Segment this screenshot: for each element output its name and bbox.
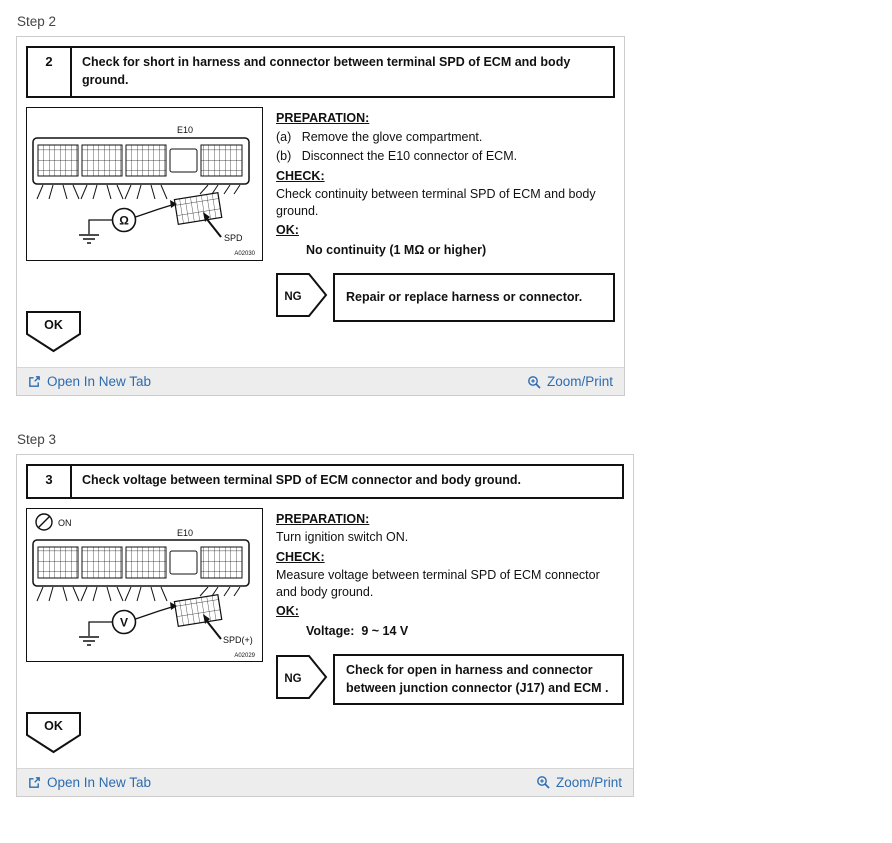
ng-row bbox=[276, 654, 624, 705]
ecm-connector-diagram bbox=[27, 509, 261, 661]
check-text: Measure voltage between terminal SPD of ECM connector and body ground. bbox=[276, 568, 604, 599]
right-column bbox=[276, 508, 624, 759]
preparation-heading: PREPARATION: bbox=[276, 111, 370, 125]
flow-step-number: 3 bbox=[28, 466, 72, 497]
ecm-main-connector bbox=[33, 540, 249, 586]
open-in-new-tab-link[interactable] bbox=[28, 775, 151, 790]
ng-label: NG bbox=[284, 673, 302, 686]
spd-subconnector bbox=[174, 193, 221, 225]
open-in-new-tab-icon bbox=[28, 375, 41, 388]
open-in-new-tab-icon bbox=[28, 776, 41, 789]
ok-heading: OK: bbox=[276, 223, 299, 237]
preparation-line-b: (b) Disconnect the E10 connector of ECM. bbox=[276, 149, 518, 163]
ng-flow-shape bbox=[276, 655, 328, 704]
left-column bbox=[26, 107, 264, 358]
ng-action-box: Check for open in harness and connector between junction connector (J17) and ECM . bbox=[333, 654, 624, 705]
ok-value: No continuity (1 MΩ or higher) bbox=[306, 242, 487, 257]
flow-step-title: Check for short in harness and connector between terminal SPD of ECM and body ground. bbox=[82, 55, 571, 87]
figure-code: A02030 bbox=[234, 251, 255, 257]
zoom-print-label: Zoom/Print bbox=[546, 374, 613, 389]
ng-pentagon bbox=[276, 273, 328, 317]
zoom-in-icon bbox=[527, 375, 541, 389]
ground-symbol bbox=[79, 637, 99, 645]
ok-label: OK bbox=[44, 318, 63, 332]
figure-code: A02029 bbox=[234, 652, 255, 659]
ok-label: OK bbox=[44, 718, 63, 733]
connector-label: E10 bbox=[177, 125, 194, 135]
content-row bbox=[26, 107, 615, 358]
ng-pentagon bbox=[276, 655, 328, 699]
step-2-diagram-area bbox=[17, 37, 624, 367]
step-2-panel bbox=[16, 36, 625, 396]
ok-pentagon bbox=[26, 712, 82, 754]
left-column bbox=[26, 508, 264, 759]
check-heading: CHECK: bbox=[276, 549, 325, 564]
ok-value: Voltage: 9 ~ 14 V bbox=[306, 623, 409, 638]
panel-footer bbox=[17, 768, 633, 796]
preparation-line-a: (a) Remove the glove compartment. bbox=[276, 129, 483, 144]
ecm-connector-diagram bbox=[27, 108, 261, 260]
flow-step-header bbox=[26, 464, 624, 499]
voltmeter-icon bbox=[113, 610, 136, 633]
zoom-print-link[interactable] bbox=[536, 775, 622, 790]
zoom-in-icon bbox=[536, 775, 550, 789]
meter-symbol: V bbox=[119, 615, 129, 629]
spd-subconnector bbox=[174, 594, 221, 626]
preparation-line-a: Turn ignition switch ON. bbox=[276, 530, 409, 544]
figure-box bbox=[26, 508, 263, 662]
ok-flow-shape bbox=[26, 311, 82, 358]
step-3-diagram-area bbox=[17, 455, 633, 768]
ohmmeter-icon bbox=[113, 209, 136, 232]
ok-heading: OK: bbox=[276, 604, 299, 618]
ground-symbol bbox=[79, 235, 99, 243]
ng-label: NG bbox=[284, 291, 302, 303]
check-text: Check continuity between terminal SPD of ECM and body ground. bbox=[276, 187, 600, 218]
terminal-label: SPD bbox=[224, 233, 243, 243]
connector-label: E10 bbox=[177, 527, 194, 538]
step-3-panel bbox=[16, 454, 634, 797]
ng-flow-shape bbox=[276, 273, 328, 322]
step-2-label: Step 2 bbox=[17, 14, 57, 29]
figure-box bbox=[26, 107, 263, 261]
zoom-print-link[interactable] bbox=[527, 374, 613, 389]
ignition-on-indicator bbox=[36, 514, 72, 530]
step-3-label: Step 3 bbox=[17, 432, 57, 447]
open-in-new-tab-label: Open In New Tab bbox=[47, 774, 152, 790]
ng-action-box: Repair or replace harness or connector. bbox=[333, 273, 615, 322]
ok-flow-shape bbox=[26, 712, 82, 759]
ng-row bbox=[276, 273, 615, 322]
ok-pentagon bbox=[26, 311, 82, 353]
ecm-main-connector bbox=[33, 138, 249, 184]
flow-step-number: 2 bbox=[28, 48, 72, 96]
open-in-new-tab-link[interactable] bbox=[28, 374, 151, 389]
preparation-heading: PREPARATION: bbox=[276, 511, 370, 526]
right-column bbox=[276, 107, 615, 358]
flow-step-header bbox=[26, 46, 615, 98]
meter-symbol: Ω bbox=[119, 213, 129, 228]
open-in-new-tab-label: Open In New Tab bbox=[47, 374, 152, 389]
zoom-print-label: Zoom/Print bbox=[555, 774, 622, 790]
ignition-label: ON bbox=[58, 517, 72, 528]
flow-step-title: Check voltage between terminal SPD of ECM connector and body ground. bbox=[82, 473, 521, 487]
check-heading: CHECK: bbox=[276, 168, 325, 183]
terminal-label: SPD(+) bbox=[223, 634, 253, 645]
content-row bbox=[26, 508, 624, 759]
panel-footer bbox=[17, 367, 624, 395]
